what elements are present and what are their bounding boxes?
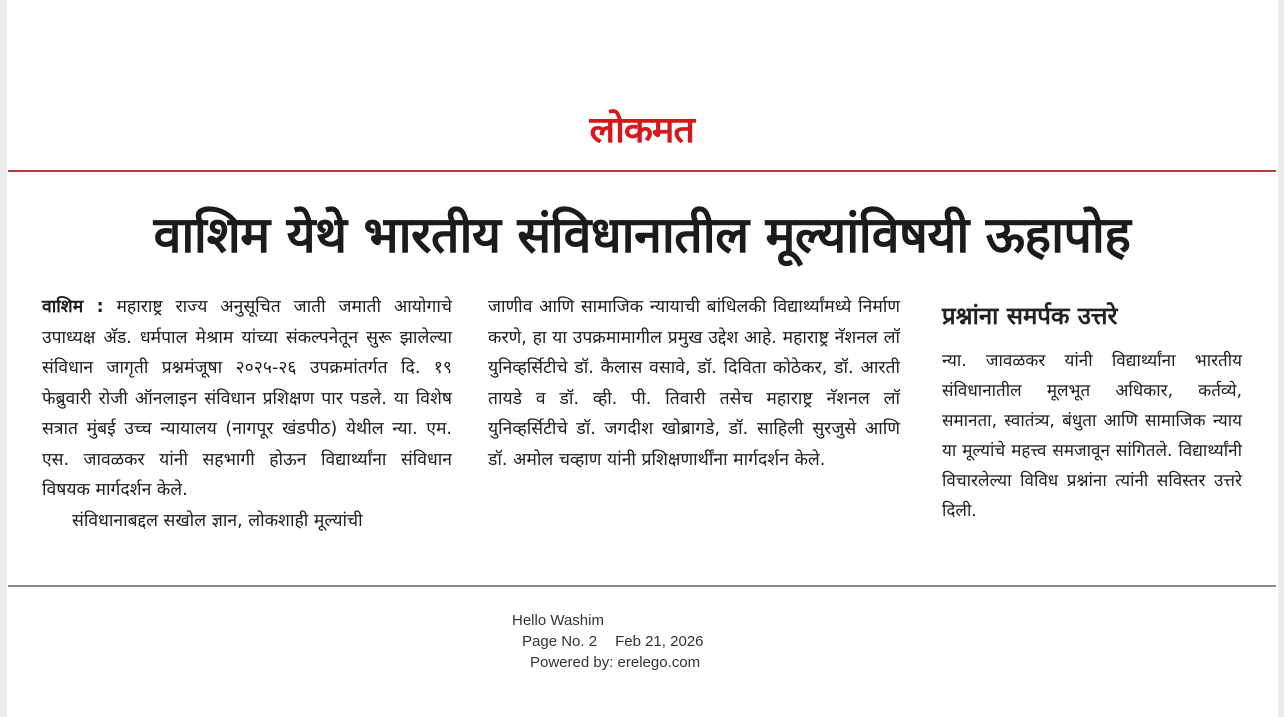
article-paragraph-3: न्या. जावळकर यांनी विद्यार्थ्यांना भारतीय संविधानातील मूलभूत अधिकार, कर्तव्ये, समानता, स्वातंत्र्य, बंधुता आणि सामाजिक न्याय या मूल्यांचे महत्त्व समजावून सांगितले. विद्यार्थ्यांनी विचारलेल्या विविध प्रश्नांना त्यांनी सविस्तर उत्तरे दिली. [942,351,1242,521]
article-headline: वाशिम येथे भारतीय संविधानातील मूल्यांविषयी ऊहापोह [153,206,1131,264]
paragraph-2-start-text: संविधानाबद्दल सखोल ज्ञान, लोकशाही मूल्यांची [72,510,363,531]
article-column-3 [942,346,1242,526]
article-paragraph-2-start [42,506,452,537]
publication-date: Feb 21, 2026 [615,633,704,650]
page-info [522,631,703,652]
dateline: वाशिम : [42,297,104,317]
masthead [0,104,1284,153]
lokmat-logo: लोकमत [589,110,695,151]
article-column-1 [42,292,452,536]
powered-by-credit: Powered by: erelego.com [530,654,701,671]
article-paragraph-1 [42,292,452,506]
header-divider [8,170,1276,172]
article-subheading: प्रश्नांना समर्पक उत्तरे [942,302,1118,330]
edition-label: Hello Washim [512,612,604,629]
footer-divider [8,585,1276,587]
article-column-2 [488,292,900,475]
paragraph-1-text: महाराष्ट्र राज्य अनुसूचित जाती जमाती आयोगाचे उपाध्यक्ष अ‍ॅड. धर्मपाल मेश्राम यांच्या संकल्पनेतून सुरू झालेल्या संविधान जागृती प्रश्नमंजूषा २०२५-२६ उपक्रमांतर्गत दि. १९ फेब्रुवारी रोजी ऑनलाइन संविधान प्रशिक्षण पार पडले. या विशेष सत्रात मुंबई उच्च न्यायालय (नागपूर खंडपीठ) येथील न्या. एम. एस. जावळकर यांनी सहभागी होऊन विद्यार्थ्यांना संविधान विषयक मार्गदर्शन केले. [42,297,452,500]
article-paragraph-2-continued: जाणीव आणि सामाजिक न्यायाची बांधिलकी विद्यार्थ्यांमध्ये निर्माण करणे, हा या उपक्रमामागील प्रमुख उद्देश आहे. महाराष्ट्र नॅशनल लॉ युनिव्हर्सिटीचे डॉ. कैलास वसावे, डॉ. दिविता कोठेकर, डॉ. आरती तायडे व डॉ. व्ही. पी. तिवारी तसेच महाराष्ट्र नॅशनल लॉ युनिव्हर्सिटीचे डॉ. जगदीश खोब्रागडे, डॉ. साहिली सुरजुसे आणि डॉ. अमोल चव्हाण यांनी प्रशिक्षणार्थींना मार्गदर्शन केले. [488,297,900,470]
page-number: Page No. 2 [522,633,598,650]
